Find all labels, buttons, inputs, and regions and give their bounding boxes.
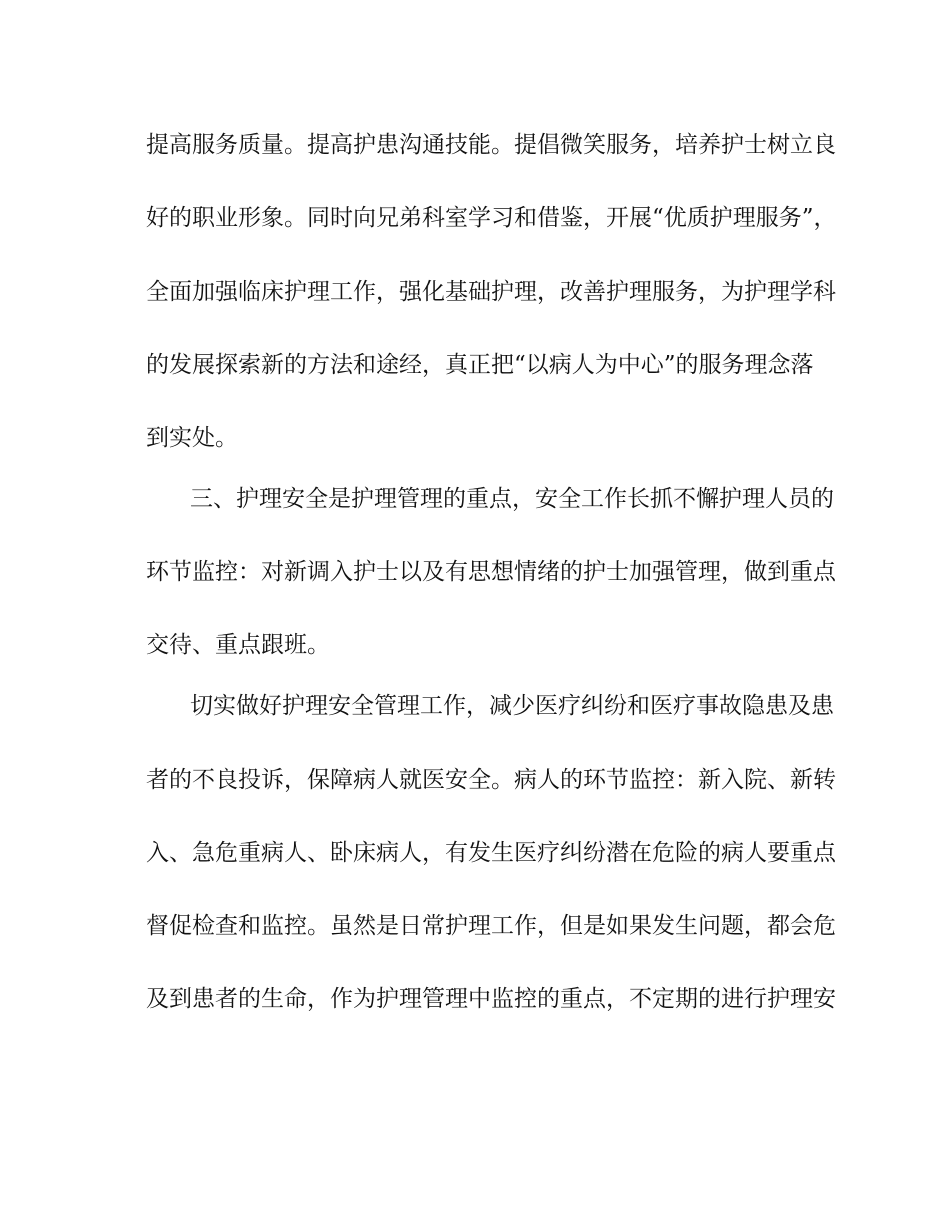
text-line-8: 交待、重点跟班。 xyxy=(146,632,330,658)
text-line-2: 好的职业形象。同时向兄弟科室学习和借鉴，开展“优质护理服务”， xyxy=(146,205,837,231)
text-line-12: 督促检查和监控。虽然是日常护理工作，但是如果发生问题，都会危 xyxy=(146,913,836,939)
text-line-3: 全面加强临床护理工作，强化基础护理，改善护理服务，为护理学科 xyxy=(146,279,836,305)
text-line-7: 环节监控：对新调入护士以及有思想情绪的护士加强管理，做到重点 xyxy=(146,559,836,585)
text-line-4: 的发展探索新的方法和途经，真正把“以病人为中心”的服务理念落 xyxy=(146,352,814,378)
text-line-1: 提高服务质量。提高护患沟通技能。提倡微笑服务，培养护士树立良 xyxy=(146,132,836,158)
text-line-10: 者的不良投诉，保障病人就医安全。病人的环节监控：新入院、新转 xyxy=(146,767,836,793)
text-line-6: 三、护理安全是护理管理的重点，安全工作长抓不懈护理人员的 xyxy=(190,486,834,512)
text-line-13: 及到患者的生命，作为护理管理中监控的重点，不定期的进行护理安 xyxy=(146,986,836,1012)
text-line-5: 到实处。 xyxy=(146,425,238,451)
text-line-11: 入、急危重病人、卧床病人，有发生医疗纠纷潜在危险的病人要重点 xyxy=(146,840,836,866)
text-line-9: 切实做好护理安全管理工作，减少医疗纠纷和医疗事故隐患及患 xyxy=(190,693,834,719)
